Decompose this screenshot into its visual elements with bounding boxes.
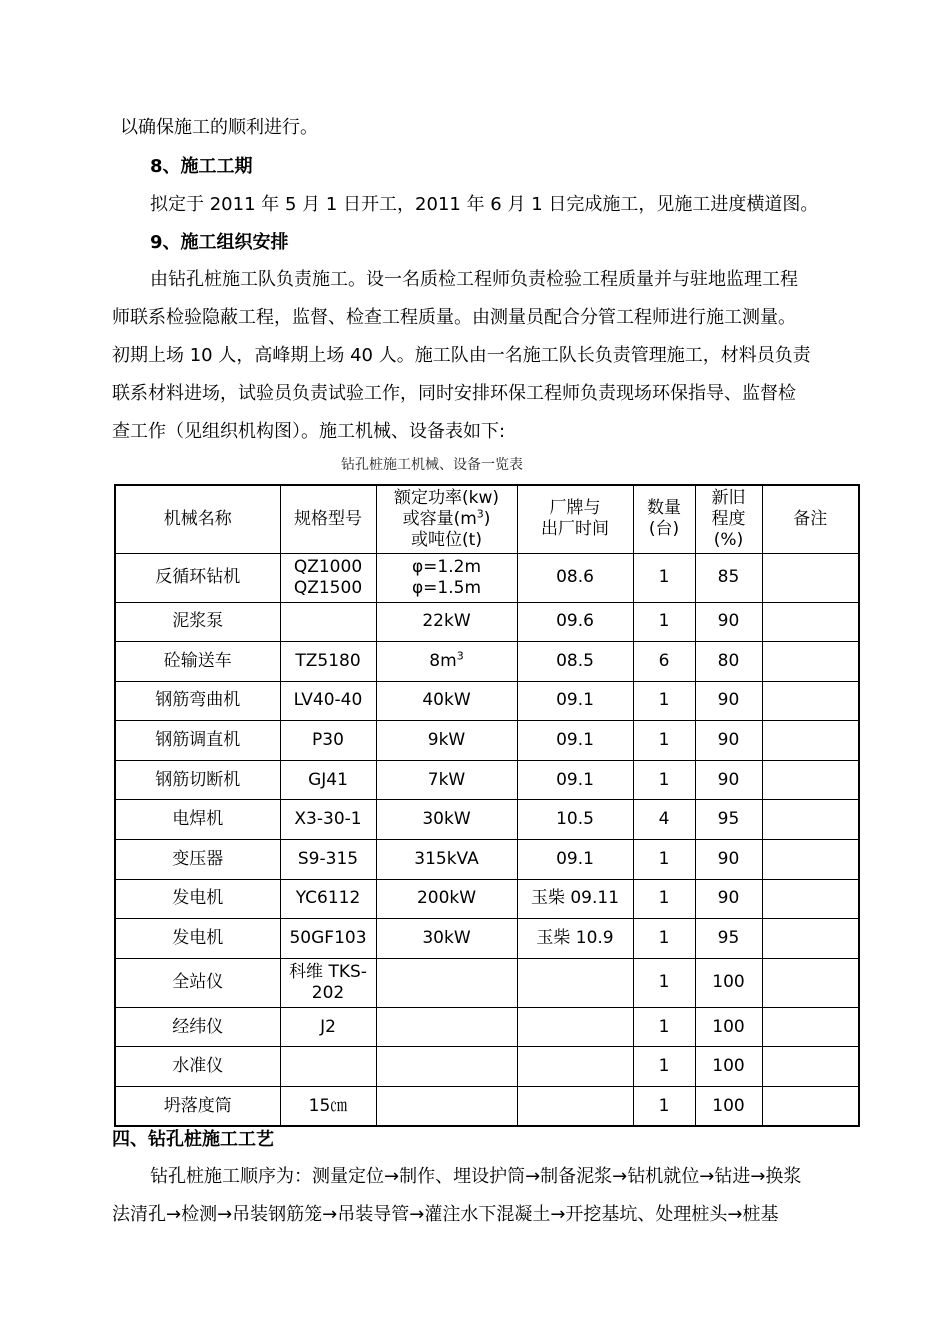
cell-power: $8m^3$: [376, 642, 517, 682]
cell-model: [280, 1047, 376, 1087]
cell-model: 50GF103: [280, 919, 376, 959]
cell-name: 发电机: [115, 919, 280, 959]
cell-note: [762, 800, 859, 840]
header-qty: 数量 (台): [633, 485, 695, 553]
cell-note: [762, 681, 859, 721]
cell-qty: 1: [633, 879, 695, 919]
cell-maker: 10.5: [517, 800, 633, 840]
paragraph-9-line-3: 初期上场 10 人，高峰期上场 40 人。施工队由一名施工队长负责管理施工，材料员负责: [112, 345, 811, 366]
cell-qty: 1: [633, 602, 695, 642]
cell-note: [762, 1087, 859, 1127]
header-model: 规格型号: [280, 485, 376, 553]
table-row: [115, 642, 859, 682]
cell-maker: 09.1: [517, 760, 633, 800]
cell-model: LV40-40: [280, 681, 376, 721]
paragraph-4-line-1: 钻孔桩施工顺序为：测量定位→制作、埋设护筒→制备泥浆→钻机就位→钻进→换浆: [150, 1166, 802, 1187]
cell-name: 全站仪: [115, 958, 280, 1007]
cell-name: 反循环钻机: [115, 553, 280, 602]
cell-condition: 90: [695, 721, 762, 761]
paragraph-4-line-2: 法清孔→检测→吊装钢筋笼→吊装导管→灌注水下混凝土→开挖基坑、处理桩头→桩基: [112, 1204, 779, 1225]
cell-model: S9-315: [280, 840, 376, 880]
cell-model: [280, 602, 376, 642]
cell-note: [762, 602, 859, 642]
table-row: [115, 958, 859, 1007]
table-row: [115, 800, 859, 840]
cell-condition: 90: [695, 760, 762, 800]
cell-note: [762, 642, 859, 682]
cell-model: 15㎝: [280, 1087, 376, 1127]
cell-model: 科维 TKS- 202: [280, 958, 376, 1007]
equipment-table: [114, 484, 860, 1127]
cell-maker: 玉柴 10.9: [517, 919, 633, 959]
cell-power: 315kVA: [376, 840, 517, 880]
cell-maker: 08.6: [517, 553, 633, 602]
cell-maker: 09.1: [517, 721, 633, 761]
header-condition: 新旧 程度 (%): [695, 485, 762, 553]
cell-condition: 90: [695, 602, 762, 642]
cell-qty: 6: [633, 642, 695, 682]
cell-maker: 08.5: [517, 642, 633, 682]
paragraph-9-line-4: 联系材料进场，试验员负责试验工作，同时安排环保工程师负责现场环保指导、监督检: [112, 383, 796, 404]
cell-note: [762, 958, 859, 1007]
cell-qty: 1: [633, 681, 695, 721]
cell-condition: 90: [695, 879, 762, 919]
section-heading-9: 9、施工组织安排: [150, 232, 289, 253]
cell-condition: 95: [695, 919, 762, 959]
section-heading-8: 8、施工工期: [150, 156, 253, 177]
cell-note: [762, 721, 859, 761]
cell-name: 钢筋弯曲机: [115, 681, 280, 721]
cell-maker: 09.1: [517, 840, 633, 880]
cell-name: 变压器: [115, 840, 280, 880]
table-row: [115, 1047, 859, 1087]
cell-note: [762, 879, 859, 919]
table-header-row: [115, 485, 859, 553]
cell-power: 30kW: [376, 800, 517, 840]
cell-qty: 1: [633, 1007, 695, 1047]
cell-model: J2: [280, 1007, 376, 1047]
cell-power: [376, 1087, 517, 1127]
cell-maker: [517, 958, 633, 1007]
cell-power: [376, 1047, 517, 1087]
cell-power: 40kW: [376, 681, 517, 721]
cell-power: 22kW: [376, 602, 517, 642]
cell-power: 30kW: [376, 919, 517, 959]
cell-qty: 1: [633, 1087, 695, 1127]
cell-note: [762, 760, 859, 800]
cell-model: YC6112: [280, 879, 376, 919]
cell-model: QZ1000 QZ1500: [280, 553, 376, 602]
cell-name: 砼输送车: [115, 642, 280, 682]
cell-name: 泥浆泵: [115, 602, 280, 642]
cell-maker: [517, 1007, 633, 1047]
table-row: [115, 602, 859, 642]
cell-power: φ=1.2m φ=1.5m: [376, 553, 517, 602]
cell-condition: 100: [695, 1047, 762, 1087]
cell-model: P30: [280, 721, 376, 761]
cell-model: X3-30-1: [280, 800, 376, 840]
cell-note: [762, 919, 859, 959]
cell-qty: 1: [633, 958, 695, 1007]
table-row: [115, 681, 859, 721]
cell-note: [762, 553, 859, 602]
cell-name: 经纬仪: [115, 1007, 280, 1047]
cell-name: 坍落度筒: [115, 1087, 280, 1127]
cell-maker: 玉柴 09.11: [517, 879, 633, 919]
header-power: 额定功率(kw) 或容量$(m^3)$ 或吨位(t): [376, 485, 517, 553]
cell-qty: 1: [633, 840, 695, 880]
cell-power: 200kW: [376, 879, 517, 919]
cell-note: [762, 840, 859, 880]
cell-condition: 85: [695, 553, 762, 602]
table-row: [115, 1007, 859, 1047]
header-note: 备注: [762, 485, 859, 553]
cell-name: 钢筋切断机: [115, 760, 280, 800]
table-row: [115, 553, 859, 602]
table-row: [115, 879, 859, 919]
cell-maker: [517, 1087, 633, 1127]
cell-model: GJ41: [280, 760, 376, 800]
table-caption: 钻孔桩施工机械、设备一览表: [341, 457, 523, 473]
cell-name: 钢筋调直机: [115, 721, 280, 761]
cell-note: [762, 1047, 859, 1087]
section-heading-4: 四、钻孔桩施工工艺: [112, 1129, 274, 1150]
cell-name: 发电机: [115, 879, 280, 919]
cell-condition: 100: [695, 1087, 762, 1127]
cell-power: [376, 958, 517, 1007]
cell-maker: [517, 1047, 633, 1087]
cell-qty: 1: [633, 1047, 695, 1087]
cell-power: 7kW: [376, 760, 517, 800]
cell-qty: 4: [633, 800, 695, 840]
cell-name: 电焊机: [115, 800, 280, 840]
cell-condition: 95: [695, 800, 762, 840]
header-maker: 厂牌与 出厂时间: [517, 485, 633, 553]
paragraph-9-line-2: 师联系检验隐蔽工程，监督、检查工程质量。由测量员配合分管工程师进行施工测量。: [112, 307, 796, 328]
cell-condition: 100: [695, 1007, 762, 1047]
paragraph-9-line-5: 查工作（见组织机构图）。施工机械、设备表如下:: [112, 421, 506, 442]
cell-maker: 09.6: [517, 602, 633, 642]
cell-power: 9kW: [376, 721, 517, 761]
table-row: [115, 721, 859, 761]
table-row: [115, 840, 859, 880]
cell-maker: 09.1: [517, 681, 633, 721]
table-row: [115, 919, 859, 959]
cell-name: 水准仪: [115, 1047, 280, 1087]
table-row: [115, 1087, 859, 1127]
cell-condition: 90: [695, 681, 762, 721]
cell-qty: 1: [633, 919, 695, 959]
cell-model: TZ5180: [280, 642, 376, 682]
paragraph-8: 拟定于 2011 年 5 月 1 日开工，2011 年 6 月 1 日完成施工，见施工进度横道图。: [150, 194, 819, 215]
cell-condition: 100: [695, 958, 762, 1007]
cell-qty: 1: [633, 553, 695, 602]
cell-qty: 1: [633, 721, 695, 761]
continued-text: 以确保施工的顺利进行。: [120, 117, 318, 138]
cell-qty: 1: [633, 760, 695, 800]
paragraph-9-line-1: 由钻孔桩施工队负责施工。设一名质检工程师负责检验工程质量并与驻地监理工程: [150, 269, 798, 290]
cell-condition: 90: [695, 840, 762, 880]
header-name: 机械名称: [115, 485, 280, 553]
table-row: [115, 760, 859, 800]
cell-note: [762, 1007, 859, 1047]
cell-power: [376, 1007, 517, 1047]
cell-condition: 80: [695, 642, 762, 682]
